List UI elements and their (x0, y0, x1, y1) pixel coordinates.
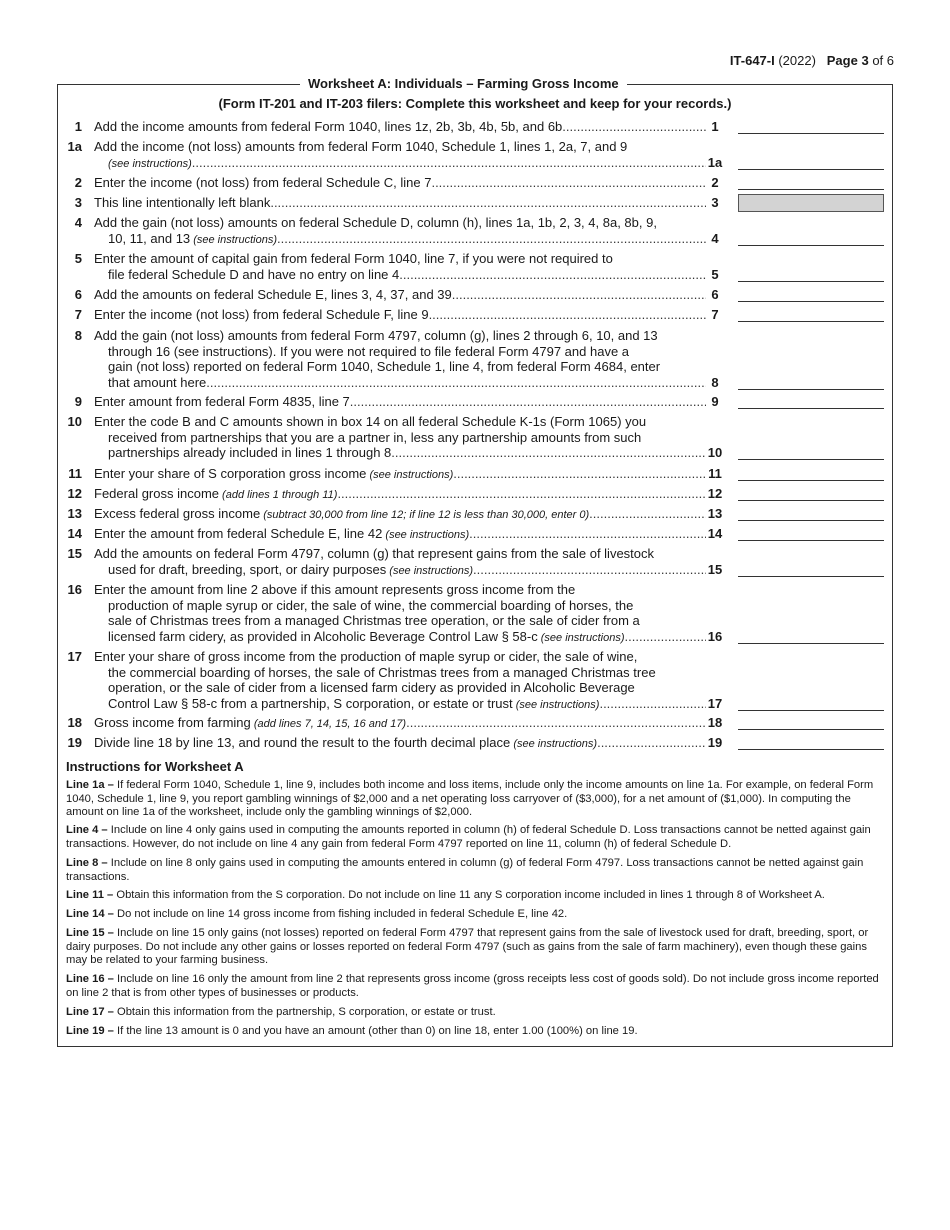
line-ref-number: 11 (708, 466, 722, 481)
leader-dots (406, 715, 706, 733)
line-text: operation, or the sale of cider from a licensed farm cidery as provided in Alcoholic Beverage (108, 680, 635, 696)
worksheet-line (60, 466, 886, 482)
leader-dots (599, 696, 706, 714)
leader-dots (431, 175, 706, 191)
line-ref-number: 10 (707, 445, 723, 461)
line-text: Enter the income (not loss) from federal Schedule F, line 9 (94, 307, 429, 322)
line-ref-number: 7 (711, 307, 719, 322)
worksheet-line (60, 735, 886, 751)
line-text-last (94, 445, 706, 461)
amount-field[interactable] (738, 230, 884, 246)
worksheet-line (60, 307, 886, 323)
worksheet-line (60, 582, 886, 644)
line-number: 17 (67, 649, 82, 664)
line-description (94, 466, 706, 484)
line-number: 10 (67, 414, 82, 429)
line-text-last (94, 715, 706, 733)
line-number: 14 (67, 526, 82, 541)
line-text: production of maple syrup or cider, the sale of wine, the commercial boarding of horses, the (108, 597, 634, 613)
line-text: Add the income (not loss) amounts from federal Form 1040, Schedule 1, lines 1, 2a, 7, and 9 (94, 139, 628, 154)
line-ref-number: 1 (711, 119, 719, 134)
worksheet-line (60, 715, 886, 731)
line-ref-number: 13 (707, 506, 723, 521)
line-text: partnerships already included in lines 1 through 8 (108, 445, 392, 461)
instruction-paragraph (66, 908, 884, 922)
instruction-paragraph (66, 857, 884, 884)
worksheet-line (60, 414, 886, 461)
line-ref-number: 1a (707, 154, 723, 170)
line-text: Add the gain (not loss) amounts from federal Form 4797, column (g), lines 2 through 6, 10, and 13 (94, 328, 658, 343)
worksheet-line (60, 546, 886, 577)
line-ref-number: 19 (707, 735, 723, 750)
line-description (94, 139, 706, 172)
leader-dots (589, 506, 706, 524)
leader-dots (473, 562, 706, 580)
line-text: Enter the income (not loss) from federal Schedule C, line 7 (94, 175, 432, 190)
worksheet-line (60, 486, 886, 502)
instruction-paragraph (66, 927, 884, 968)
instruction-label: Line 16 – (66, 973, 114, 985)
worksheet-line (60, 328, 886, 390)
instruction-label: Line 19 – (66, 1025, 114, 1037)
line-ref-number: 17 (707, 695, 723, 711)
line-ref-number: 9 (711, 394, 719, 409)
form-id: IT-647-I (729, 53, 775, 68)
line-text-last (94, 195, 706, 211)
line-text-last (94, 175, 706, 191)
leader-dots (192, 155, 706, 173)
leader-dots (277, 231, 706, 249)
line-text: Enter your share of gross income from the production of maple syrup or cider, the sale of wine, (94, 649, 638, 664)
worksheet-line (60, 119, 886, 135)
line-text: Enter the code B and C amounts shown in box 14 on all federal Schedule K-1s (Form 1065) you (94, 414, 647, 429)
worksheet-line (60, 195, 886, 211)
line-text-last (94, 155, 706, 173)
worksheet-line (60, 394, 886, 410)
line-text: Federal gross income (add lines 1 through 11) (94, 486, 338, 501)
amount-field[interactable] (738, 266, 884, 282)
line-text: that amount here (108, 374, 207, 390)
amount-field[interactable] (738, 525, 884, 541)
line-number: 18 (67, 715, 82, 730)
line-note: (see instructions) (366, 469, 454, 481)
line-ref-number: 16 (707, 628, 723, 644)
line-text-last (94, 696, 706, 714)
line-text-last (94, 735, 706, 753)
worksheet-subtitle: (Form IT-201 and IT-203 filers: Complete this worksheet and keep for your records.) (218, 96, 732, 111)
leader-dots (429, 307, 706, 323)
amount-field[interactable] (738, 465, 884, 481)
line-description (94, 715, 706, 733)
instruction-text: Include on line 16 only the amount from line 2 that represents gross income (gross receipts less cost of goods sold). Do not include gross income reported on line 2 that is from other types of businesses or products. (66, 973, 879, 999)
amount-field[interactable] (738, 444, 884, 460)
line-number: 8 (74, 328, 82, 343)
line-number: 5 (74, 251, 82, 266)
worksheet-title: Worksheet A: Individuals – Farming Gross Income (300, 76, 627, 91)
line-number: 1a (67, 139, 82, 154)
leader-dots (337, 486, 706, 504)
leader-dots (625, 629, 706, 647)
line-note: (see instructions) (510, 738, 598, 750)
line-number: 12 (67, 486, 82, 501)
line-text-last (94, 394, 706, 410)
line-description (94, 195, 706, 211)
line-number: 13 (67, 506, 82, 521)
line-number: 6 (74, 287, 82, 302)
instruction-label: Line 1a – (66, 779, 114, 791)
line-ref-number: 6 (711, 287, 719, 302)
line-description (94, 546, 706, 579)
line-number: 9 (74, 394, 82, 409)
page-header (730, 53, 894, 68)
line-note: (add lines 7, 14, 15, 16 and 17) (250, 718, 407, 730)
leader-dots (453, 466, 706, 484)
line-ref-number: 8 (711, 374, 719, 390)
line-text: Control Law § 58-c from a partnership, S corporation, or estate or trust (see instructions) (108, 695, 600, 711)
instructions-title: Instructions for Worksheet A (66, 759, 244, 774)
leader-dots (206, 375, 706, 391)
line-text (108, 155, 192, 173)
leader-dots (469, 526, 706, 544)
instruction-text: If federal Form 1040, Schedule 1, line 9, includes both income and loss items, include only the income amounts on line 1a. For example, on federal Form 1040, Schedule 1, line 9, you report gambling winnings of $2,000 and a net operating loss carryover of ($3,000), for a net amount of ($1,000). In computing the amount on line 1a of the worksheet, include only the gambling winnings of $2,000. (66, 779, 874, 819)
instruction-paragraph (66, 824, 884, 851)
line-text: used for draft, breeding, sport, or dairy purposes (see instructions) (108, 561, 474, 577)
line-number: 1 (74, 119, 82, 134)
worksheet-line (60, 649, 886, 711)
line-text: through 16 (see instructions). If you were not required to file federal Form 4797 and have a (108, 343, 630, 359)
line-number: 3 (74, 195, 82, 210)
line-text: Enter amount from federal Form 4835, line 7 (94, 394, 350, 409)
line-number: 4 (74, 215, 82, 230)
line-description (94, 287, 706, 303)
amount-field[interactable] (738, 286, 884, 302)
line-ref-number: 5 (711, 266, 719, 282)
line-description (94, 506, 706, 524)
instruction-label: Line 17 – (66, 1006, 114, 1018)
instruction-label: Line 11 – (66, 889, 114, 901)
line-ref-number: 12 (707, 486, 723, 501)
shaded-amount-box (738, 194, 884, 212)
worksheet-line (60, 175, 886, 191)
line-text-last (94, 231, 706, 249)
line-text-last (94, 526, 706, 544)
instruction-text: If the line 13 amount is 0 and you have an amount (other than 0) on line 18, enter 1.00 (100%) on line 19. (113, 1025, 638, 1037)
line-number: 16 (67, 582, 82, 597)
line-ref-number: 3 (711, 195, 719, 210)
line-text-last (94, 466, 706, 484)
line-description (94, 175, 706, 191)
leader-dots (452, 287, 706, 303)
line-description (94, 251, 706, 282)
amount-field[interactable] (738, 118, 884, 134)
line-text: Excess federal gross income (subtract 30,000 from line 12; if line 12 is less than 30,000, enter 0) (94, 506, 590, 521)
line-text: 10, 11, and 13 (see instructions) (108, 230, 277, 246)
leader-dots (597, 735, 706, 753)
line-text-last (94, 629, 706, 647)
instruction-label: Line 15 – (66, 927, 114, 939)
line-ref-number: 18 (707, 715, 723, 730)
line-number: 7 (74, 307, 82, 322)
amount-field[interactable] (738, 714, 884, 730)
line-note: (add lines 1 through 11) (219, 489, 338, 501)
worksheet-line (60, 506, 886, 522)
amount-field[interactable] (738, 734, 884, 750)
line-description (94, 735, 706, 753)
leader-dots (391, 445, 706, 461)
line-description (94, 215, 706, 248)
line-text: Enter your share of S corporation gross income (see instructions) (94, 466, 454, 481)
line-text-last (94, 562, 706, 580)
instruction-label: Line 14 – (66, 908, 114, 920)
line-description (94, 649, 706, 713)
line-description (94, 328, 706, 390)
leader-dots (350, 394, 706, 410)
leader-dots (562, 119, 706, 135)
line-ref-number: 2 (711, 175, 719, 190)
line-description (94, 582, 706, 646)
instruction-text: Obtain this information from the S corporation. Do not include on line 11 any S corporation income included in lines 1 through 8 of Worksheet A. (113, 889, 825, 901)
instruction-text: Include on line 15 only gains (not losses) reported on federal Form 4797 that represent gains from the sale of livestock used for draft, breeding, sport, or dairy purposes. Do not include any other gains or losses reported on federal Form 4797 (such as gains from the sale of farm machinery), even though these gains may be related to your farming business. (66, 927, 869, 967)
line-text: Enter the amount from federal Schedule E, line 42 (see instructions) (94, 526, 470, 541)
amount-field[interactable] (738, 628, 884, 644)
amount-field[interactable] (738, 393, 884, 409)
line-number: 19 (67, 735, 82, 750)
line-description (94, 414, 706, 461)
line-text: licensed farm cidery, as provided in Alcoholic Beverage Control Law § 58-c (see instructions) (108, 628, 625, 644)
line-text: the commercial boarding of horses, the sale of Christmas trees from a managed Christmas tree (108, 664, 656, 680)
line-description (94, 394, 706, 410)
form-year: (2022) (778, 53, 816, 68)
page-of: of 6 (872, 53, 894, 68)
line-text: Enter the amount of capital gain from federal Form 1040, line 7, if you were not required to (94, 251, 613, 266)
instruction-text: Include on line 8 only gains used in computing the amounts entered in column (g) of federal Form 4797. Loss transactions cannot be netted against gain transactions. (66, 857, 864, 883)
instruction-label: Line 4 – (66, 824, 108, 836)
instruction-paragraph (66, 973, 884, 1000)
line-ref-number: 4 (711, 230, 719, 246)
amount-field[interactable] (738, 374, 884, 390)
line-text: Add the gain (not loss) amounts on federal Schedule D, column (h), lines 1a, 1b, 2, 3, 4, 8a, 8b, 9, (94, 215, 657, 230)
amount-field[interactable] (738, 695, 884, 711)
line-text-last (94, 307, 706, 323)
instruction-label: Line 8 – (66, 857, 108, 869)
line-description (94, 486, 706, 504)
line-note: (see instructions) (537, 631, 625, 644)
line-note: (see instructions) (382, 529, 470, 541)
worksheet-line (60, 526, 886, 542)
line-text-last (94, 267, 706, 283)
line-text-last (94, 506, 706, 524)
instruction-text: Include on line 4 only gains used in computing the amounts reported in column (h) of federal Schedule D. Loss transactions cannot be netted against gain transactions. However, do not include on line 4 any gain from federal Form 4797 reported on line 11, column (h) of federal Schedule D. (66, 824, 871, 850)
line-note: (see instructions) (190, 233, 277, 246)
line-text: Add the income amounts from federal Form 1040, lines 1z, 2b, 3b, 4b, 5b, and 6b (94, 119, 563, 134)
leader-dots (270, 195, 706, 211)
amount-field[interactable] (738, 505, 884, 521)
line-text: This line intentionally left blank (94, 195, 271, 210)
line-note: (see instructions) (108, 157, 192, 170)
line-text: gain (not loss) reported on federal Form 1040, Schedule 1, line 4, from federal Form 4684, enter (108, 359, 661, 375)
line-note: (subtract 30,000 from line 12; if line 12 is less than 30,000, enter 0) (260, 509, 590, 521)
instruction-paragraph (66, 1025, 884, 1039)
line-text-last (94, 119, 706, 135)
line-description (94, 307, 706, 323)
amount-field[interactable] (738, 485, 884, 501)
instruction-text: Obtain this information from the partnership, S corporation, or estate or trust. (113, 1006, 496, 1018)
line-text: Add the amounts on federal Form 4797, column (g) that represent gains from the sale of livestock (94, 546, 655, 561)
line-number: 2 (74, 175, 82, 190)
line-text: Divide line 18 by line 13, and round the result to the fourth decimal place (see instructions) (94, 735, 598, 750)
line-description (94, 119, 706, 135)
line-number: 15 (67, 546, 82, 561)
line-note: (see instructions) (512, 698, 600, 711)
line-text-last (94, 375, 706, 391)
amount-field[interactable] (738, 306, 884, 322)
line-ref-number: 14 (707, 526, 723, 541)
worksheet-line (60, 287, 886, 303)
line-text-last (94, 486, 706, 504)
worksheet-line (60, 215, 886, 246)
amount-field[interactable] (738, 561, 884, 577)
instruction-paragraph (66, 1006, 884, 1020)
worksheet-line (60, 251, 886, 282)
instruction-paragraph (66, 889, 884, 903)
line-text-last (94, 287, 706, 303)
amount-field[interactable] (738, 154, 884, 170)
line-text: Add the amounts on federal Schedule E, lines 3, 4, 37, and 39 (94, 287, 452, 302)
line-text: file federal Schedule D and have no entry on line 4 (108, 266, 400, 282)
line-ref-number: 15 (707, 561, 723, 577)
worksheet-line (60, 139, 886, 170)
line-description (94, 526, 706, 544)
line-number: 11 (68, 466, 82, 481)
instruction-paragraph (66, 779, 884, 820)
instruction-text: Do not include on line 14 gross income from fishing included in federal Schedule E, line 42. (113, 908, 568, 920)
amount-field[interactable] (738, 174, 884, 190)
leader-dots (399, 267, 706, 283)
line-text: received from partnerships that you are a partner in, less any partnership amounts from such (108, 429, 642, 445)
line-text: sale of Christmas trees from a managed Christmas tree operation, or the sale of cider from a (108, 613, 640, 629)
line-text: Gross income from farming (add lines 7, 14, 15, 16 and 17) (94, 715, 407, 730)
line-note: (see instructions) (386, 564, 474, 577)
line-text: Enter the amount from line 2 above if this amount represents gross income from the (94, 582, 576, 597)
page-label: Page 3 (826, 53, 869, 68)
